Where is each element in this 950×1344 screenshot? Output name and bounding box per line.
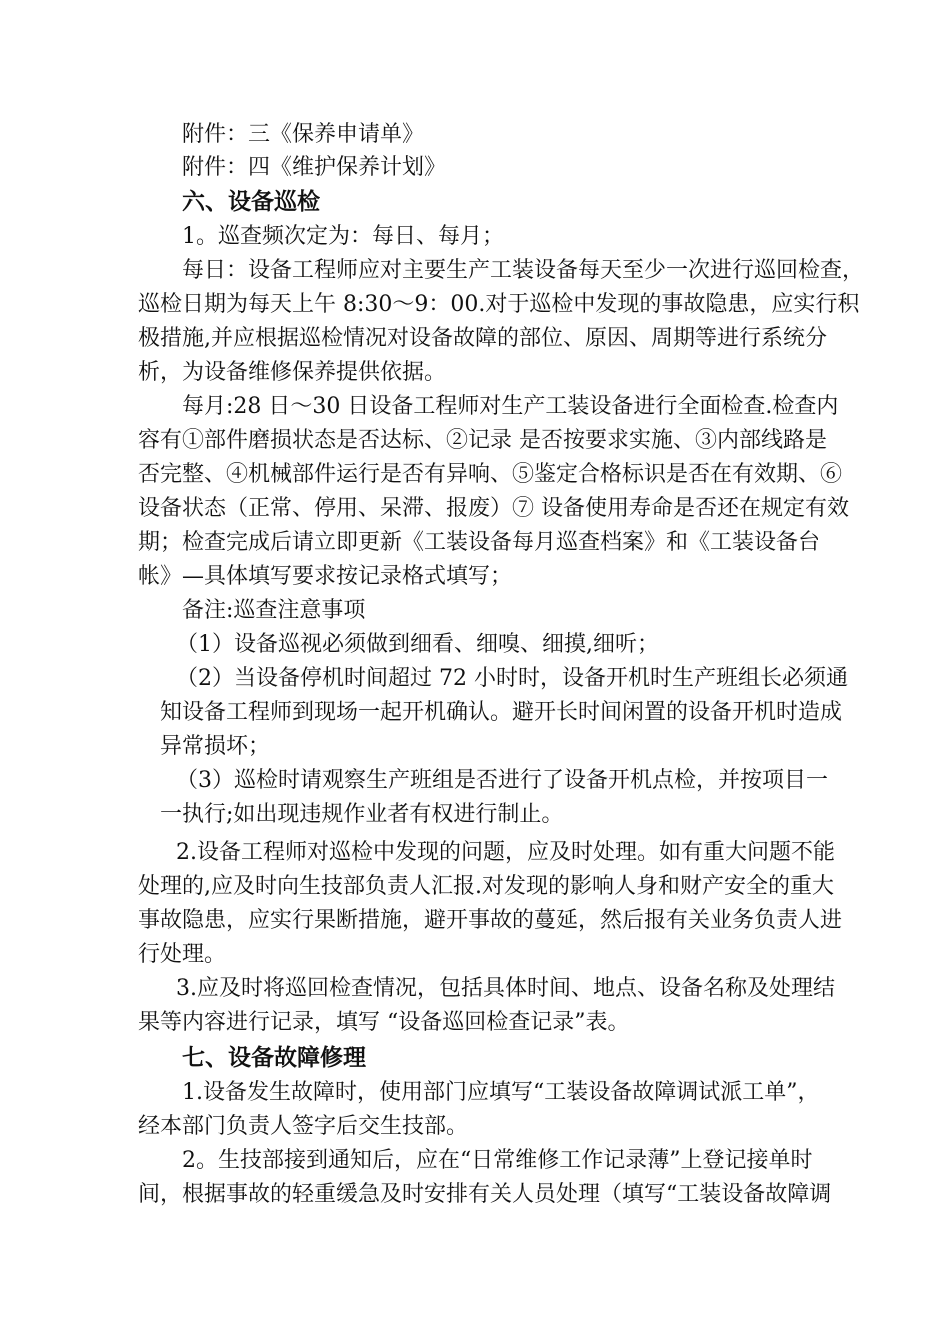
text-line: 巡检日期为每天上午 8:30～9：00.对于巡检中发现的事故隐患，应实行积 xyxy=(138,292,860,317)
text-line: （1）设备巡视必须做到细看、细嗅、细摸,细听； xyxy=(176,632,659,657)
note-heading: 备注:巡查注意事项 xyxy=(182,598,366,623)
text-line: 极措施,并应根据巡检情况对设备故障的部位、原因、周期等进行系统分 xyxy=(138,326,827,351)
text-line: 1.设备发生故障时，使用部门应填写“工装设备故障调试派工单”， xyxy=(182,1080,820,1105)
text-line: 经本部门负责人签字后交生技部。 xyxy=(138,1114,469,1139)
text-line: 处理的,应及时向生技部负责人汇报.对发现的影响人身和财产安全的重大 xyxy=(138,874,834,899)
text-line: 期；检查完成后请立即更新《工装设备每月巡查档案》和《工装设备台 xyxy=(138,530,821,555)
attachment-3-line: 附件：三《保养申请单》 xyxy=(182,122,425,147)
text-line: 否完整、④机械部件运行是否有异响、⑤鉴定合格标识是否在有效期、⑥ xyxy=(138,462,843,487)
text-line: 1。巡查频次定为：每日、每月； xyxy=(182,224,504,249)
text-line: 知设备工程师到现场一起开机确认。避开长时间闲置的设备开机时造成 xyxy=(160,700,843,725)
section-heading-6: 六、设备巡检 xyxy=(182,189,320,215)
text-line: 析，为设备维修保养提供依据。 xyxy=(138,360,447,385)
text-line: 每日：设备工程师应对主要生产工装设备每天至少一次进行巡回检查， xyxy=(182,258,865,283)
text-line: 果等内容进行记录，填写 “设备巡回检查记录”表。 xyxy=(138,1010,630,1035)
text-line: （2）当设备停机时间超过 72 小时时，设备开机时生产班组长必须通 xyxy=(176,666,848,691)
text-line: 异常损坏； xyxy=(160,734,271,759)
text-line: 每月:28 日～30 日设备工程师对生产工装设备进行全面检查.检查内 xyxy=(182,394,839,419)
text-line: 间，根据事故的轻重缓急及时安排有关人员处理（填写“工装设备故障调 xyxy=(138,1182,832,1207)
section-heading-7: 七、设备故障修理 xyxy=(182,1045,366,1071)
text-line: 行处理。 xyxy=(138,942,227,967)
attachment-4-line: 附件：四《维护保养计划》 xyxy=(182,155,447,180)
text-line: 设备状态（正常、停用、呆滞、报废）⑦ 设备使用寿命是否还在规定有效 xyxy=(138,496,849,521)
text-line: 一执行;如出现违规作业者有权进行制止。 xyxy=(160,802,564,827)
text-line: 事故隐患，应实行果断措施，避开事故的蔓延，然后报有关业务负责人进 xyxy=(138,908,843,933)
text-line: 容有①部件磨损状态是否达标、②记录 是否按要求实施、③内部线路是 xyxy=(138,428,827,453)
text-line: 2.设备工程师对巡检中发现的问题，应及时处理。如有重大问题不能 xyxy=(176,840,835,865)
text-line: 3.应及时将巡回检查情况，包括具体时间、地点、设备名称及处理结 xyxy=(176,976,835,1001)
text-line: （3）巡检时请观察生产班组是否进行了设备开机点检，并按项目一 xyxy=(176,768,828,793)
text-line: 2。生技部接到通知后，应在“日常维修工作记录薄”上登记接单时 xyxy=(182,1148,813,1173)
text-line: 帐》—具体填写要求按记录格式填写； xyxy=(138,564,513,589)
